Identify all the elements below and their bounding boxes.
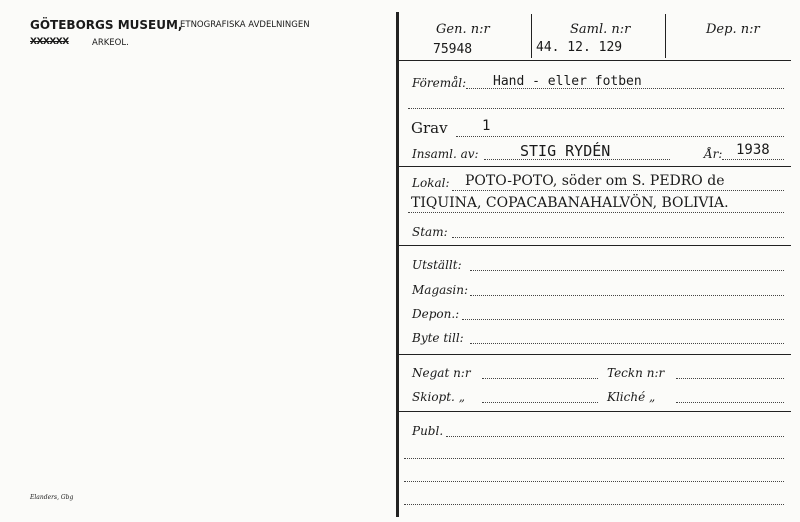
grav-value: 1 [482,118,491,134]
separator-2 [399,245,791,246]
ar-line [722,159,784,160]
separator-3 [399,354,791,355]
division-name: ETNOGRAFISKA AVDELNINGEN [180,20,310,30]
teckn-line [676,378,784,379]
utstallt-line [470,270,784,271]
depon-label: Depon.: [412,307,460,321]
foremal-label: Föremål: [412,76,467,90]
magasin-line [470,295,784,296]
separator-1 [399,166,791,167]
publ-line-3 [404,481,784,482]
ar-label: År: [704,147,723,161]
box-divider-2 [665,14,666,58]
museum-name: GÖTEBORGS MUSEUM, [30,18,183,32]
gen-value: 75948 [433,42,473,57]
section-archaeology: ARKEOL. [92,38,129,48]
kliche-label: Kliché „ [607,390,656,404]
saml-value: 44. 12. 129 [536,40,623,55]
skiopt-line [482,402,598,403]
struck-text: XXXXXX [30,37,69,47]
lokal-value-2: TIQUINA, COPACABANAHALVÖN, BOLIVIA. [411,195,729,211]
insaml-label: Insaml. av: [412,147,479,161]
negat-line [482,378,598,379]
dep-label: Dep. n:r [706,22,760,37]
byte-label: Byte till: [412,331,464,345]
stam-label: Stam: [412,225,448,239]
ar-value: 1938 [736,142,770,158]
gen-label: Gen. n:r [436,22,490,37]
lokal-label: Lokal: [412,176,450,190]
utstallt-label: Utställt: [412,258,462,272]
publ-line-4 [404,504,784,505]
stam-line [452,237,784,238]
publ-line-1 [446,436,784,437]
margin-line [396,12,399,517]
teckn-label: Teckn n:r [607,366,665,380]
byte-line [470,343,784,344]
separator-4 [399,411,791,412]
box-divider-1 [531,14,532,58]
box-bottom [399,60,791,61]
kliche-line [676,402,784,403]
foremal-line-2 [408,108,784,109]
negat-label: Negat n:r [412,366,471,380]
lokal-line-2 [408,212,784,213]
lokal-value-1: POTO-POTO, söder om S. PEDRO de [465,173,725,189]
magasin-label: Magasin: [412,283,469,297]
saml-label: Saml. n:r [570,22,631,37]
grav-line [456,136,784,137]
grav-label: Grav [411,119,448,137]
skiopt-label: Skiopt. „ [412,390,465,404]
insaml-value: STIG RYDÉN [520,142,611,160]
depon-line [462,319,784,320]
publ-label: Publ. [412,424,444,438]
lokal-line-1 [452,190,784,191]
printer-mark: Elanders, Gbg [30,494,74,501]
foremal-value: Hand - eller fotben [493,74,642,89]
publ-line-2 [404,458,784,459]
